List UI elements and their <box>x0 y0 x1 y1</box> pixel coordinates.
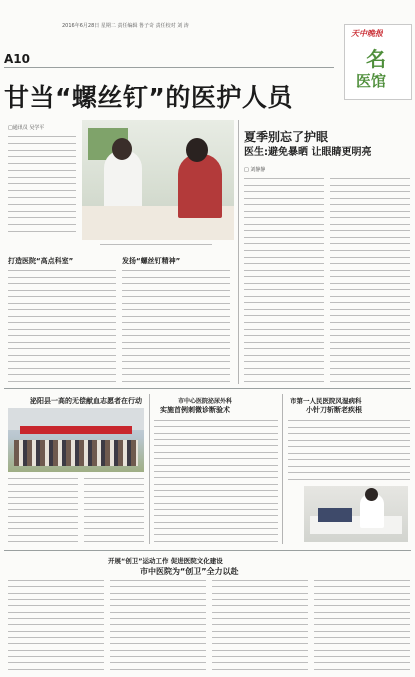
blood-donation-photo <box>8 408 144 472</box>
bottom-body-col-1 <box>8 580 104 670</box>
right-body-col-1 <box>244 178 324 382</box>
column-divider-mid-2 <box>282 394 283 544</box>
photo-doctor-head-2 <box>365 488 378 501</box>
story-2-title-line2: 实施首例刺微诊断验术 <box>160 406 230 414</box>
photo-patient-head <box>186 138 208 162</box>
left-headline-2: 发扬“螺丝钉精神” <box>122 257 181 265</box>
section-name-1: 名 <box>366 47 386 71</box>
intro-text-block <box>8 136 76 232</box>
right-byline: □ 刘静静 <box>244 167 266 173</box>
left-body-col-1 <box>8 270 116 382</box>
story-3-body <box>288 420 410 480</box>
doctor-patient-photo <box>82 120 234 240</box>
left-body-col-2 <box>122 270 230 382</box>
photo-banner <box>20 426 132 434</box>
story-1-body-right <box>84 478 144 542</box>
column-divider-mid-1 <box>149 394 150 544</box>
photo-crowd <box>14 440 138 466</box>
photo-doctor-head <box>112 138 132 160</box>
main-headline: 甘当“螺丝钉”的医护人员 <box>4 83 293 112</box>
section-rule-mid <box>4 388 411 389</box>
story-2-body <box>154 420 278 542</box>
column-divider-main <box>238 120 239 384</box>
bottom-body-col-3 <box>212 580 308 670</box>
left-headline-1: 打造医院“高点科室” <box>8 257 74 265</box>
bottom-headline-line1: 开展“创卫”运动工作 促进医院文化建设 <box>108 557 223 565</box>
photo-patient-legs <box>318 508 352 522</box>
story-3-title-line1: 市第一人民医院风湿病科 <box>290 397 362 405</box>
photo-patient-figure <box>178 154 222 218</box>
page-label: A10 <box>4 52 30 66</box>
issue-line: 2016年6月28日 星期二 责任编辑 鲁子奇 责任校对 刘 涛 <box>62 23 189 29</box>
story-1-title: 泌阳县一高的无偿献血志愿者在行动 <box>30 397 142 405</box>
photo-caption <box>100 244 212 247</box>
bottom-headline-line2: 市中医院为“创卫”全力以赴 <box>140 567 239 576</box>
story-3-title-line2: 小针刀斩断老疾根 <box>306 406 362 414</box>
section-logo-box <box>344 24 412 100</box>
left-byline: □通讯员 吴学平 <box>8 125 45 131</box>
rheumatology-photo <box>304 486 408 542</box>
bottom-body-col-4 <box>314 580 410 670</box>
masthead-rule <box>4 67 334 68</box>
right-body-col-2 <box>330 178 410 382</box>
right-subheadline: 医生:避免暴晒 让眼睛更明亮 <box>244 147 372 158</box>
section-rule-bottom <box>4 550 411 551</box>
story-2-title-line1: 市中心医院泌尿外科 <box>178 398 233 405</box>
story-1-body <box>8 478 78 542</box>
bottom-body-col-2 <box>110 580 206 670</box>
section-name-2: 医馆 <box>356 72 387 90</box>
right-headline: 夏季别忘了护眼 <box>244 130 329 144</box>
newspaper-logo: 天中晚报 <box>351 29 383 38</box>
